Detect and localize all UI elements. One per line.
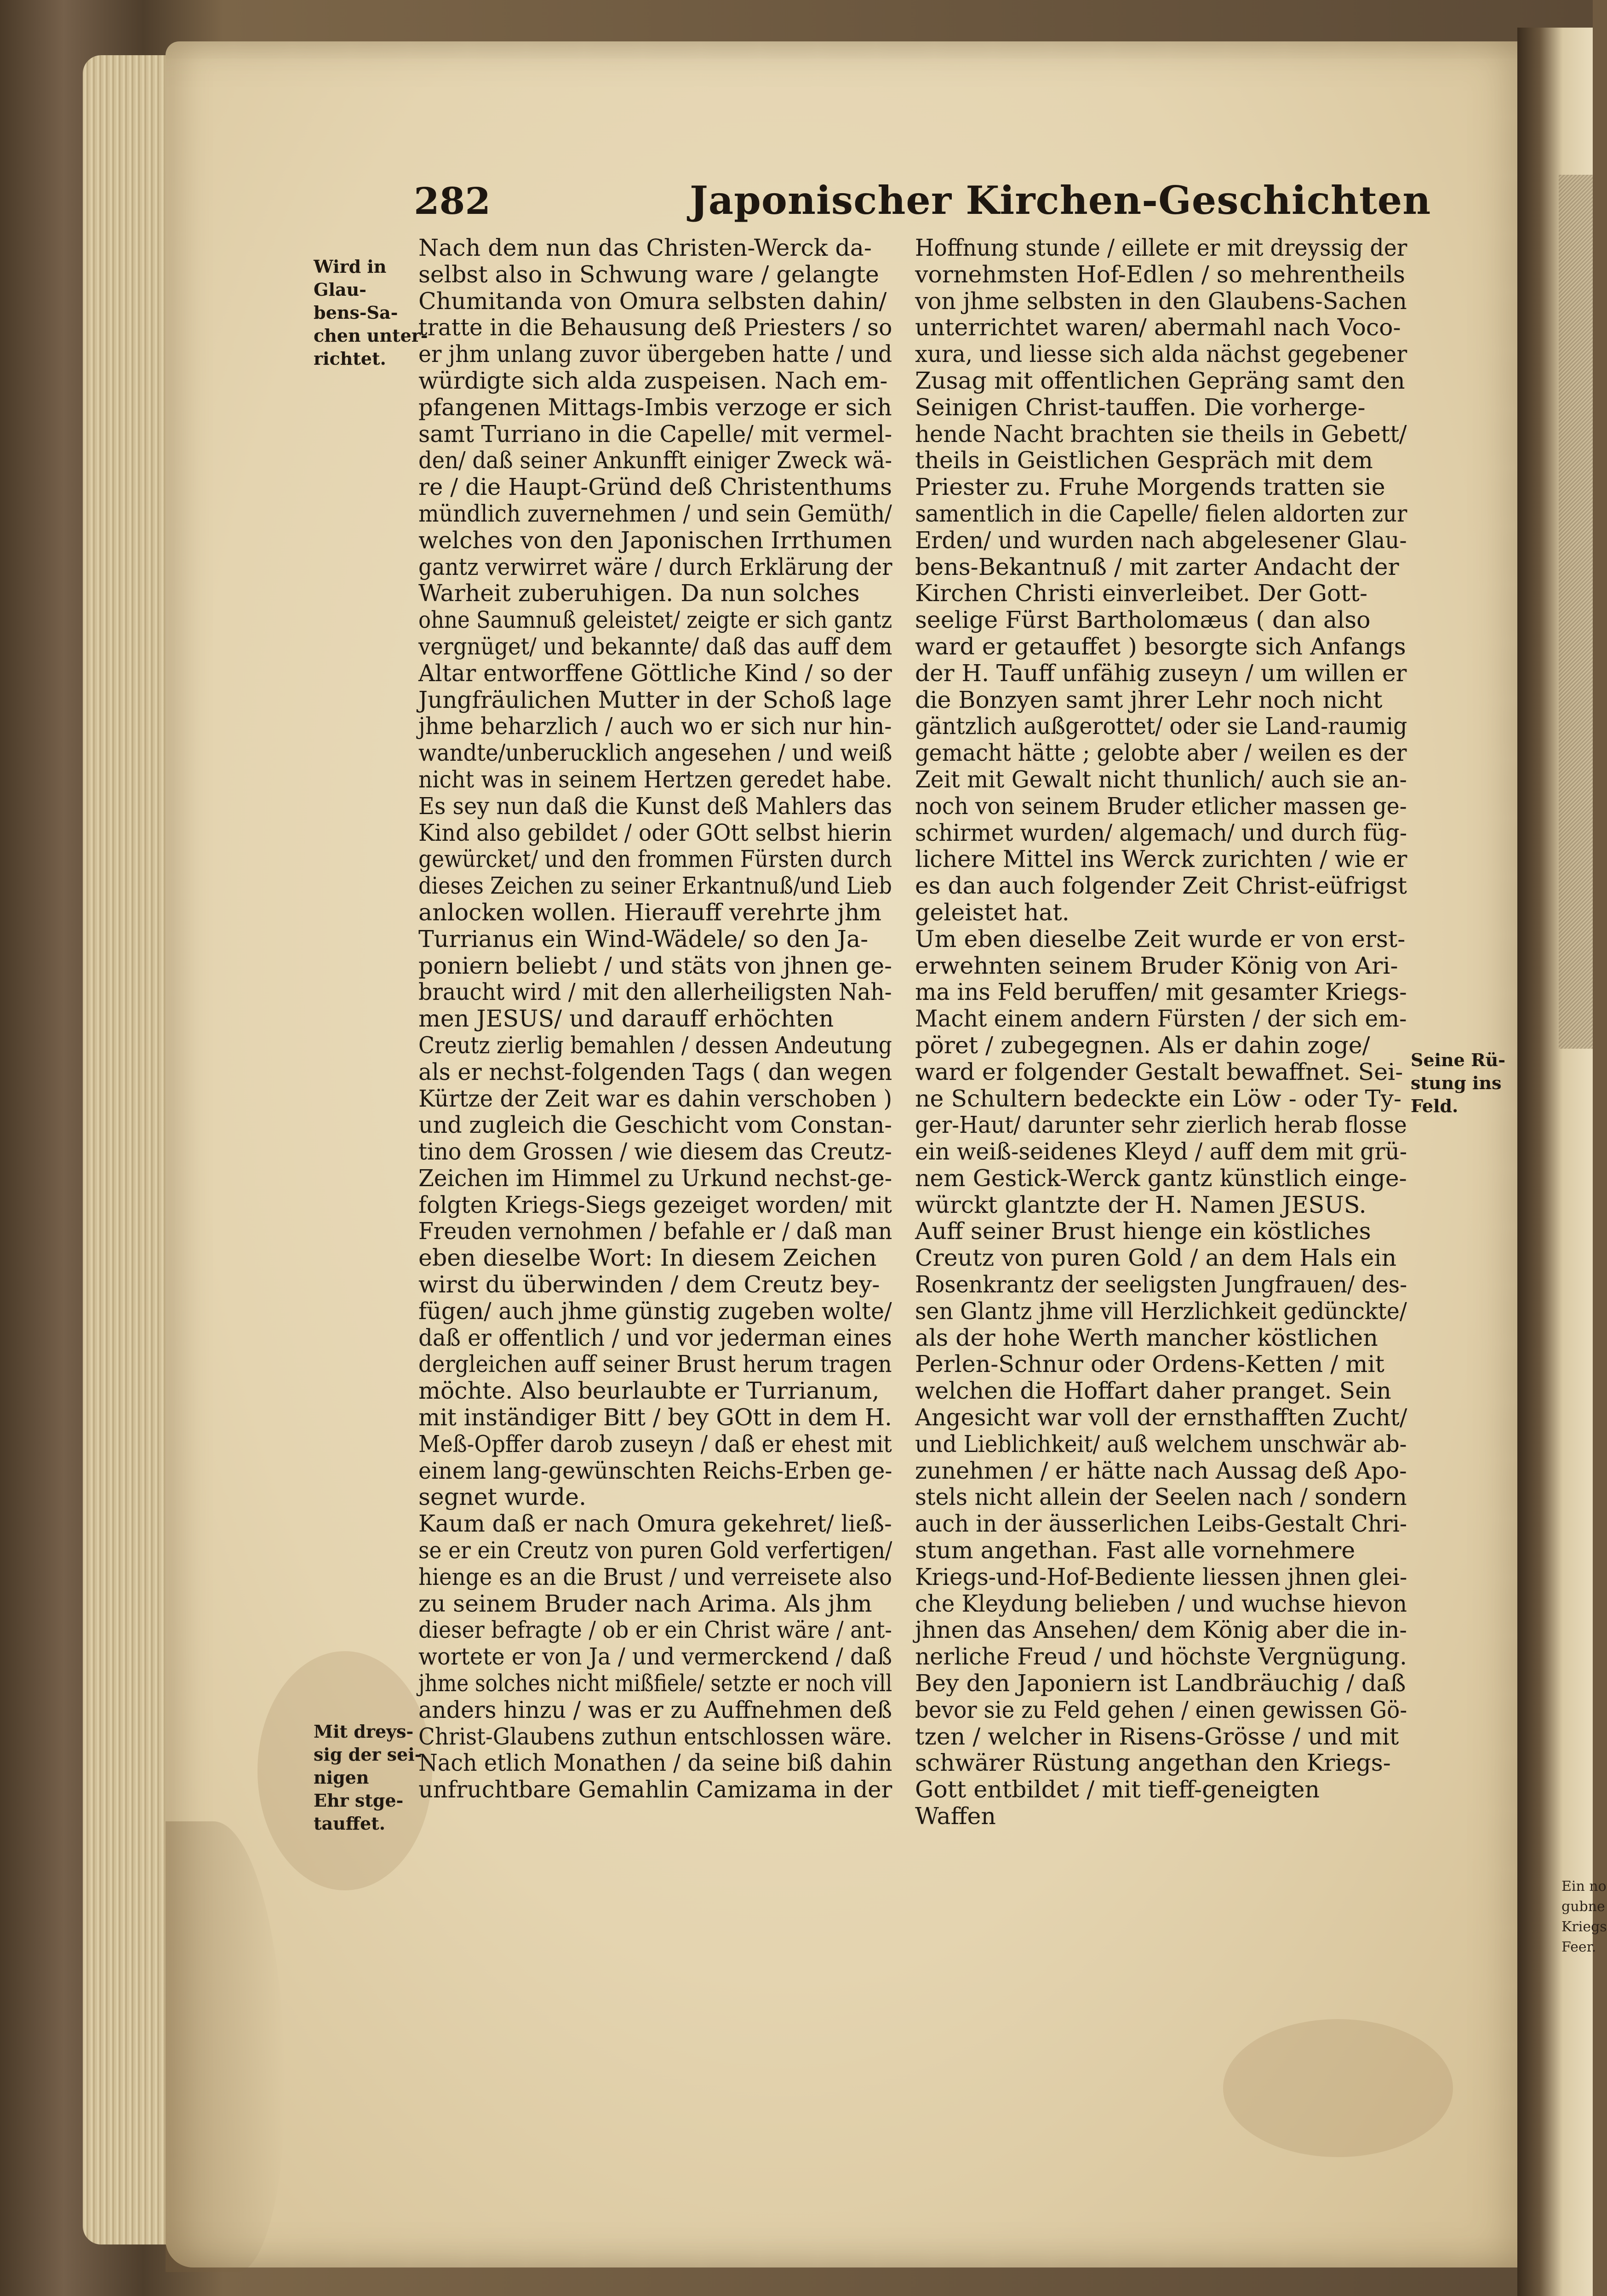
text-line: Gott entbildet / mit tieff-geneigten — [915, 1776, 1320, 1803]
text-line: tratte in die Behausung deß Priesters / so — [418, 314, 892, 341]
text-line: gantz verwirret wäre / durch Erklärung der — [418, 553, 892, 580]
text-line: bevor sie zu Feld gehen / einen gewissen Gö- — [915, 1696, 1407, 1723]
text-line: Angesicht war voll der ernsthafften Zucht/ — [915, 1404, 1407, 1431]
margin-note-line: richtet. — [314, 348, 386, 369]
text-line: samentlich in die Capelle/ fielen aldorten zur — [915, 499, 1407, 527]
text-line: erwehnten seinem Bruder König von Ari- — [915, 952, 1398, 979]
text-line: Zeit mit Gewalt nicht thunlich/ auch sie an- — [915, 765, 1407, 793]
text-line: Creutz zierlig bemahlen / dessen Andeutung — [418, 1031, 892, 1059]
text-line: vergnüget/ und bekannte/ daß das auff dem — [418, 632, 892, 660]
text-line: anlocken wollen. Hierauff verehrte jhm — [418, 898, 882, 926]
text-line: lichere Mittel ins Werck zurichten / wie er — [915, 845, 1407, 873]
text-line: samt Turriano in die Capelle/ mit vermel- — [418, 420, 892, 448]
facing-page-margin-note — [1561, 1877, 1607, 1957]
text-line: er jhm unlang zuvor übergeben hatte / und — [418, 340, 892, 368]
text-line: stels nicht allein der Seelen nach / sondern — [915, 1483, 1407, 1511]
text-line: ein weiß-seidenes Kleyd / auff dem mit grü- — [915, 1138, 1407, 1165]
text-line: unfruchtbare Gemahlin Camizama in der — [418, 1776, 892, 1803]
text-line: Um eben dieselbe Zeit wurde er von erst- — [915, 925, 1406, 953]
text-line: nicht was in seinem Hertzen geredet habe. — [418, 765, 892, 793]
text-line: Nach dem nun das Christen-Werck da- — [418, 234, 872, 261]
text-line: Rosenkrantz der seeligsten Jungfrauen/ des- — [915, 1271, 1407, 1298]
text-line: men JESUS/ und darauff erhöchten — [418, 1005, 834, 1033]
text-line: Zusag mit offentlichen Gepräng samt den — [915, 367, 1405, 394]
text-line: Jungfräulichen Mutter in der Schoß lage — [418, 686, 892, 713]
text-line: nem Gestick-Werck gantz künstlich einge- — [915, 1164, 1407, 1192]
text-line: jhme beharzlich / auch wo er sich nur hin- — [418, 712, 892, 740]
text-line: fügen/ auch jhme günstig zugeben wolte/ — [418, 1297, 892, 1325]
margin-note-line: chen unter- — [314, 325, 428, 346]
margin-note-left-2 — [314, 1720, 422, 1835]
text-line: Macht einem andern Fürsten / der sich em- — [915, 1005, 1407, 1033]
text-line: gäntzlich außgerottet/ oder sie Land-raumig — [915, 712, 1407, 740]
text-line: Meß-Opffer darob zuseyn / daß er ehest mit — [418, 1430, 892, 1458]
text-line: Zeichen im Himmel zu Urkund nechst-ge- — [418, 1164, 892, 1192]
text-line: mit inständiger Bitt / bey GOtt in dem H. — [418, 1404, 892, 1431]
paper-stain — [1223, 2019, 1453, 2157]
text-line: ger-Haut/ darunter sehr zierlich herab flosse — [915, 1111, 1407, 1139]
text-line: hienge es an die Brust / und verreisete also — [418, 1563, 892, 1590]
text-line: bens-Bekantnuß / mit zarter Andacht der — [915, 553, 1399, 580]
text-line: schwärer Rüstung angethan den Kriegs- — [915, 1749, 1391, 1777]
margin-note-line: Ehr stge- — [314, 1790, 404, 1811]
margin-note-line: Mit dreys- — [314, 1721, 414, 1742]
text-line: Altar entworffene Göttliche Kind / so der — [418, 659, 892, 687]
text-line: Seinigen Christ-tauffen. Die vorherge- — [915, 393, 1366, 421]
text-line: Creutz von puren Gold / an dem Hals ein — [915, 1244, 1397, 1272]
margin-note-right-1 — [1411, 1049, 1505, 1118]
text-line: Bey den Japoniern ist Landbräuchig / daß — [915, 1670, 1406, 1697]
running-title: Japonischer Kirchen-Geschichten — [690, 178, 1431, 223]
text-line: vornehmsten Hof-Edlen / so mehrentheils — [915, 260, 1405, 288]
text-line: geleistet hat. — [915, 898, 1069, 926]
margin-note-line: sig der sei- — [314, 1744, 422, 1765]
text-line: dieses Zeichen zu seiner Erkantnuß/und Lieb — [418, 872, 892, 900]
text-line: Freuden vernohmen / befahle er / daß man — [418, 1217, 892, 1245]
text-line: wirst du überwinden / dem Creutz bey- — [418, 1271, 880, 1298]
text-line: seelige Fürst Bartholomæus ( dan also — [915, 606, 1371, 634]
text-line: zu seinem Bruder nach Arima. Als jhm — [418, 1590, 872, 1617]
margin-note-line: Feer. — [1561, 1939, 1596, 1955]
margin-note-line: Ein no — [1561, 1878, 1607, 1894]
text-line: pfangenen Mittags-Imbis verzoge er sich — [418, 393, 892, 421]
margin-note-line: Glau- — [314, 279, 366, 300]
margin-note-line: gubne — [1561, 1899, 1605, 1915]
text-line: von jhme selbsten in den Glaubens-Sachen — [915, 287, 1407, 315]
text-line: gemacht hätte ; gelobte aber / weilen es der — [915, 739, 1407, 767]
margin-note-line: Wird in — [314, 256, 387, 277]
text-line: welchen die Hoffart daher pranget. Sein — [915, 1377, 1391, 1405]
text-line: schirmet wurden/ algemach/ und durch füg- — [915, 819, 1407, 846]
text-line: tino dem Grossen / wie diesem das Creutz- — [418, 1138, 892, 1165]
text-line: anders hinzu / was er zu Auffnehmen deß — [418, 1696, 892, 1723]
text-line: selbst also in Schwung ware / gelangte — [418, 260, 879, 288]
text-line: Kaum daß er nach Omura gekehret/ ließ- — [418, 1510, 892, 1538]
text-line: braucht wird / mit den allerheiligsten Nah- — [418, 978, 892, 1006]
text-line: Chumitanda von Omura selbsten dahin/ — [418, 287, 887, 315]
text-line: den/ daß seiner Ankunfft einiger Zweck wä- — [418, 447, 892, 474]
text-line: folgten Kriegs-Siegs gezeiget worden/ mit — [418, 1191, 892, 1218]
text-line: wandte/unberucklich angesehen / und weiß — [418, 739, 892, 767]
text-line: gewürcket/ und den frommen Fürsten durch — [418, 845, 892, 873]
margin-note-line: nigen — [314, 1767, 369, 1788]
text-line: wortete er von Ja / und vermerckend / daß — [418, 1643, 892, 1670]
text-line: ma ins Feld beruffen/ mit gesamter Kriegs- — [915, 978, 1407, 1006]
text-line: würckt glantzte der H. Namen JESUS. — [915, 1191, 1367, 1218]
text-line: Waffen — [915, 1802, 996, 1830]
text-line: Kind also gebildet / oder GOtt selbst hierin — [418, 819, 892, 846]
text-line: der H. Tauff unfähig zuseyn / um willen er — [915, 659, 1407, 687]
text-line: jhme solches nicht mißfiele/ setzte er noch vill — [418, 1670, 892, 1697]
text-line: poniern beliebt / und stäts von jhnen ge- — [418, 952, 892, 979]
text-line: auch in der äusserlichen Leibs-Gestalt Chri- — [915, 1510, 1407, 1538]
text-line: und Lieblichkeit/ auß welchem unschwär ab- — [915, 1430, 1407, 1458]
margin-note-line: bens-Sa- — [314, 302, 398, 323]
text-line: Kürtze der Zeit war es dahin verschoben ) — [418, 1085, 892, 1112]
text-line: unterrichtet waren/ abermahl nach Voco- — [915, 314, 1401, 341]
text-line: welches von den Japonischen Irrthumen — [418, 526, 892, 554]
text-line: Kriegs-und-Hof-Bediente liessen jhnen glei- — [915, 1563, 1407, 1590]
text-line: als er nechst-folgenden Tags ( dan wegen — [418, 1058, 892, 1085]
text-line: pöret / zubegegnen. Als er dahin zoge/ — [915, 1031, 1370, 1059]
text-column-right — [915, 235, 1407, 1830]
text-line: Turrianus ein Wind-Wädele/ so den Ja- — [418, 925, 869, 953]
text-line: sen Glantz jhme vill Herzlichkeit gedünckte/ — [915, 1297, 1407, 1325]
text-line: als der hohe Werth mancher köstlichen — [915, 1324, 1378, 1351]
text-line: dieser befragte / ob er ein Christ wäre / ant- — [418, 1616, 892, 1644]
facing-page-engraving — [1559, 175, 1593, 1049]
text-line: re / die Haupt-Gründ deß Christenthums — [418, 473, 892, 501]
text-line: ohne Saumnuß geleistet/ zeigte er sich gantz — [418, 606, 892, 634]
page-number: 282 — [414, 179, 491, 223]
text-line: ward er getauffet ) besorgte sich Anfangs — [915, 632, 1406, 660]
margin-note-line: Kriegs — [1561, 1919, 1607, 1935]
text-line: Erden/ und wurden nach abgelesener Glau- — [915, 526, 1407, 554]
text-line: und zugleich die Geschicht vom Constan- — [418, 1111, 892, 1139]
text-line: theils in Geistlichen Gespräch mit dem — [915, 447, 1373, 474]
text-line: es dan auch folgender Zeit Christ-eüfrigst — [915, 872, 1407, 900]
text-line: Auff seiner Brust hienge ein köstliches — [915, 1217, 1371, 1245]
text-line: ne Schultern bedeckte ein Löw - oder Ty- — [915, 1085, 1402, 1112]
text-line: eben dieselbe Wort: In diesem Zeichen — [418, 1244, 877, 1272]
text-line: tzen / welcher in Risens-Grösse / und mit — [915, 1722, 1399, 1750]
text-line: Warheit zuberuhigen. Da nun solches — [418, 580, 860, 607]
text-line: mündlich zuvernehmen / und sein Gemüth/ — [418, 499, 892, 527]
text-line: Priester zu. Fruhe Morgends tratten sie — [915, 473, 1385, 501]
text-line: segnet wurde. — [418, 1483, 587, 1511]
text-line: Perlen-Schnur oder Ordens-Ketten / mit — [915, 1350, 1384, 1378]
text-line: Es sey nun daß die Kunst deß Mahlers das — [418, 792, 892, 820]
text-line: Hoffnung stunde / eillete er mit dreyssig der — [915, 234, 1407, 261]
margin-note-line: Feld. — [1411, 1096, 1458, 1116]
margin-note-line: tauffet. — [314, 1813, 385, 1834]
text-line: dergleichen auff seiner Brust herum tragen — [418, 1350, 892, 1378]
text-line: hende Nacht brachten sie theils in Gebett/ — [915, 420, 1407, 448]
text-line: noch von seinem Bruder etlicher massen ge- — [915, 792, 1407, 820]
margin-note-line: Seine Rü- — [1411, 1050, 1506, 1070]
text-line: Kirchen Christi einverleibet. Der Gott- — [915, 580, 1368, 607]
margin-note-line: stung ins — [1411, 1073, 1502, 1093]
text-line: ward er folgender Gestalt bewaffnet. Sei- — [915, 1058, 1403, 1085]
text-line: Nach etlich Monathen / da seine biß dahin — [418, 1749, 892, 1777]
text-line: xura, und liesse sich alda nächst gegebener — [915, 340, 1407, 368]
text-line: stum angethan. Fast alle vornehmere — [915, 1537, 1355, 1564]
text-line: jhnen das Ansehen/ dem König aber die in- — [915, 1616, 1407, 1644]
text-line: zunehmen / er hätte nach Aussag deß Apo- — [915, 1457, 1407, 1484]
text-line: würdigte sich alda zuspeisen. Nach em- — [418, 367, 888, 394]
text-line: Christ-Glaubens zuthun entschlossen wäre. — [418, 1722, 892, 1750]
text-line: se er ein Creutz von puren Gold verfertigen/ — [418, 1537, 892, 1564]
text-column-left — [418, 235, 892, 1803]
text-line: nerliche Freud / und höchste Vergnügung. — [915, 1643, 1407, 1670]
text-line: möchte. Also beurlaubte er Turrianum, — [418, 1377, 880, 1405]
text-line: einem lang-gewünschten Reichs-Erben ge- — [418, 1457, 892, 1484]
margin-note-left-1 — [314, 255, 428, 370]
text-line: daß er offentlich / und vor jederman eines — [418, 1324, 892, 1351]
text-line: die Bonzyen samt jhrer Lehr noch nicht — [915, 686, 1383, 713]
text-line: che Kleydung belieben / und wuchse hievon — [915, 1590, 1407, 1617]
